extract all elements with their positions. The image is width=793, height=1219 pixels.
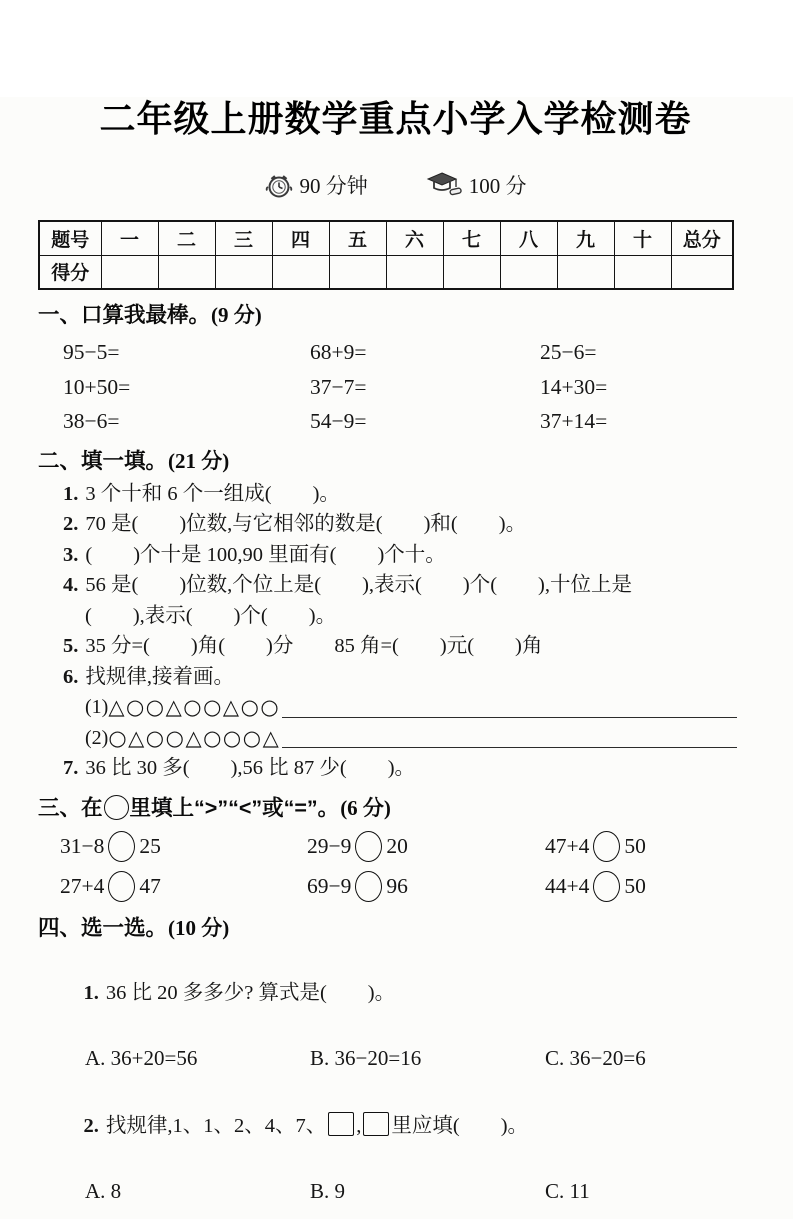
fill-item-6: 6. 找规律,接着画。	[63, 665, 234, 688]
oral-calc-grid	[63, 335, 753, 439]
choice-question-2-options	[85, 1175, 753, 1208]
option-c: C. 36−20=6	[545, 1045, 646, 1070]
section-2-heading	[38, 448, 753, 475]
alarm-clock-icon	[265, 170, 293, 200]
answer-line	[282, 717, 737, 718]
compare-circle	[355, 831, 382, 862]
score-cell	[557, 255, 614, 289]
score-cell	[443, 255, 500, 289]
pattern-1-label: (1)	[85, 696, 109, 718]
fill-item-4-continued: ( ),表示( )个( )。	[85, 604, 337, 627]
calc-problem: 38−6=	[63, 409, 120, 433]
score-cell	[101, 255, 158, 289]
score-cell	[500, 255, 557, 289]
option-c: C. 11	[545, 1178, 590, 1203]
option-a: A. 8	[85, 1178, 122, 1203]
comparison-problem: 47+4 50	[545, 830, 753, 863]
score-cell	[215, 255, 272, 289]
fill-item-7: 7. 36 比 30 多( ),56 比 87 少( )。	[63, 757, 416, 779]
calc-problem: 68+9=	[310, 340, 367, 364]
comparison-problem: 69−9 96	[307, 870, 545, 903]
section-3-heading	[38, 795, 753, 822]
score-table-col-7: 七	[443, 221, 500, 255]
score-table	[38, 220, 734, 290]
graduation-cap-icon	[426, 171, 462, 199]
option-b: B. 9	[310, 1178, 346, 1203]
section-2-title: 二、填一填。	[38, 448, 168, 473]
score-cell	[614, 255, 671, 289]
comparison-problem: 27+4 47	[60, 870, 307, 903]
comparison-problem: 29−9 20	[307, 830, 545, 863]
pattern-row-1	[85, 692, 753, 723]
compare-circle	[108, 871, 135, 902]
fill-items	[63, 479, 753, 784]
score-table-col-4: 四	[272, 221, 329, 255]
fill-item-2: 2. 70 是( )位数,与它相邻的数是( )和( )。	[63, 513, 527, 535]
section-4-title: 四、选一选。	[38, 915, 168, 940]
score-table-col-6: 六	[386, 221, 443, 255]
compare-circle	[593, 831, 620, 862]
comparison-grid	[60, 830, 753, 903]
score-table-score-row	[39, 255, 733, 289]
calc-problem: 14+30=	[540, 374, 608, 399]
compare-circle	[108, 831, 135, 862]
fill-item-3: 3. ( )个十是 100,90 里面有( )个十。	[63, 543, 446, 566]
total-score-label: 100 分	[468, 174, 527, 198]
option-b: B. 36−20=16	[310, 1045, 422, 1070]
duration-meta	[265, 170, 368, 200]
score-cell	[272, 255, 329, 289]
score-table-col-9: 九	[557, 221, 614, 255]
page-title: 二年级上册数学重点小学入学检测卷	[99, 98, 692, 139]
compare-circle	[593, 871, 620, 902]
choice-question-1: 1. 36 比 20 多多少? 算式是( )。	[83, 981, 396, 1004]
choice-question-2: 2. 找规律,1、1、2、4、7、 , 里应填( )。	[63, 1080, 753, 1173]
score-table-col-8: 八	[500, 221, 557, 255]
score-cell	[386, 255, 443, 289]
comparison-problem: 31−8 25	[60, 830, 307, 863]
section-3-title-prefix: 三、在	[38, 795, 103, 820]
calc-problem: 37−7=	[310, 374, 367, 399]
section-4-points: (10 分)	[168, 915, 230, 940]
section-3-title-suffix: 里填上“>”“<”或“=”。	[129, 795, 340, 820]
calc-problem: 95−5=	[63, 340, 120, 364]
section-3-points: (6 分)	[340, 795, 391, 820]
duration-label: 90 分钟	[299, 174, 368, 198]
score-cell	[329, 255, 386, 289]
calc-problem: 37+14=	[540, 409, 608, 433]
worksheet-page	[0, 97, 793, 1219]
score-table-col-10: 十	[614, 221, 671, 255]
score-table-col-5: 五	[329, 221, 386, 255]
calc-problem: 10+50=	[63, 374, 131, 399]
score-cell	[158, 255, 215, 289]
section-2-points: (21 分)	[168, 448, 230, 473]
section-1-points: (9 分)	[211, 303, 262, 327]
score-table-col-2: 二	[158, 221, 215, 255]
score-table-col-3: 三	[215, 221, 272, 255]
fill-item-4: 4. 56 是( )位数,个位上是( ),表示( )个( ),十位上是	[63, 574, 632, 596]
exam-meta	[38, 170, 753, 200]
compare-circle	[355, 871, 382, 902]
section-4-heading	[38, 915, 753, 942]
pattern-row-2	[85, 723, 753, 754]
blank-box-icon	[328, 1112, 354, 1136]
calc-problem: 54−9=	[310, 409, 367, 433]
pattern-1-shapes: △○○△○○△○○	[108, 695, 281, 719]
fill-item-1: 1. 3 个十和 6 个一组成( )。	[63, 482, 340, 505]
circle-placeholder-icon	[104, 795, 129, 820]
calc-problem: 25−6=	[540, 340, 597, 364]
score-table-col-1: 一	[101, 221, 158, 255]
blank-box-icon	[363, 1112, 389, 1136]
section-1-heading	[38, 302, 753, 329]
choice-question-1-options	[85, 1042, 753, 1075]
score-table-header-row	[39, 221, 733, 255]
score-row-label: 得分	[39, 255, 101, 289]
score-table-corner-label: 题号	[39, 221, 101, 255]
pattern-2-label: (2)	[85, 726, 109, 749]
comparison-problem: 44+4 50	[545, 870, 753, 903]
option-a: A. 36+20=56	[85, 1045, 198, 1070]
score-cell	[671, 255, 733, 289]
fill-item-5: 5. 35 分=( )角( )分 85 角=( )元( )角	[63, 635, 543, 657]
score-table-col-total: 总分	[671, 221, 733, 255]
pattern-2-shapes: ○△○○△○○○△	[108, 725, 281, 750]
total-score-meta	[426, 170, 527, 200]
section-1-title: 一、口算我最棒。	[38, 303, 211, 327]
answer-line	[282, 747, 737, 748]
